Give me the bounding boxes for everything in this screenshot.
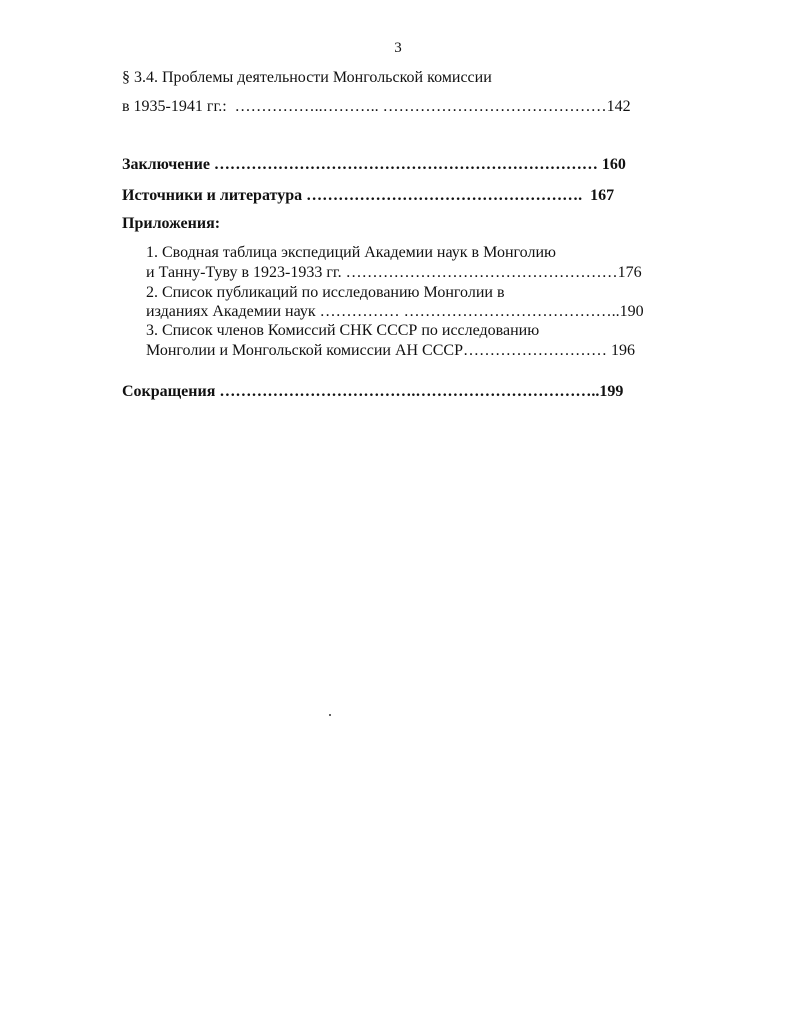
toc-appendix-1-line2: и Танну-Туву в 1923-1933 гг. ……………………………………………176 <box>146 264 642 281</box>
toc-appendix-3-line2: Монголии и Монгольской комиссии АН СССР……………………… 196 <box>146 342 635 359</box>
toc-abbreviations: Сокращения ……………………………….……………………………..199 <box>122 383 624 400</box>
toc-conclusion: Заключение ……………………………………………………………… 160 <box>122 156 626 173</box>
toc-appendices-heading: Приложения: <box>122 215 221 232</box>
toc-section-3-4-line2: в 1935-1941 гг.: ……………..……….. ……………………………………142 <box>122 98 631 115</box>
page-number: 3 <box>394 40 402 56</box>
toc-appendix-2-line1: 2. Список публикаций по исследованию Монголии в <box>146 284 505 301</box>
scan-speck <box>329 714 331 716</box>
toc-sources: Источники и литература ……………………………………………. 167 <box>122 187 615 204</box>
toc-appendix-1-line1: 1. Сводная таблица экспедиций Академии наук в Монголию <box>146 244 556 261</box>
toc-appendix-3-line1: 3. Список членов Комиссий СНК СССР по исследованию <box>146 322 540 339</box>
toc-appendix-2-line2: изданиях Академии наук …………… …………………………………..190 <box>146 303 644 320</box>
toc-section-3-4-line1: § 3.4. Проблемы деятельности Монгольской комиссии <box>122 69 492 86</box>
